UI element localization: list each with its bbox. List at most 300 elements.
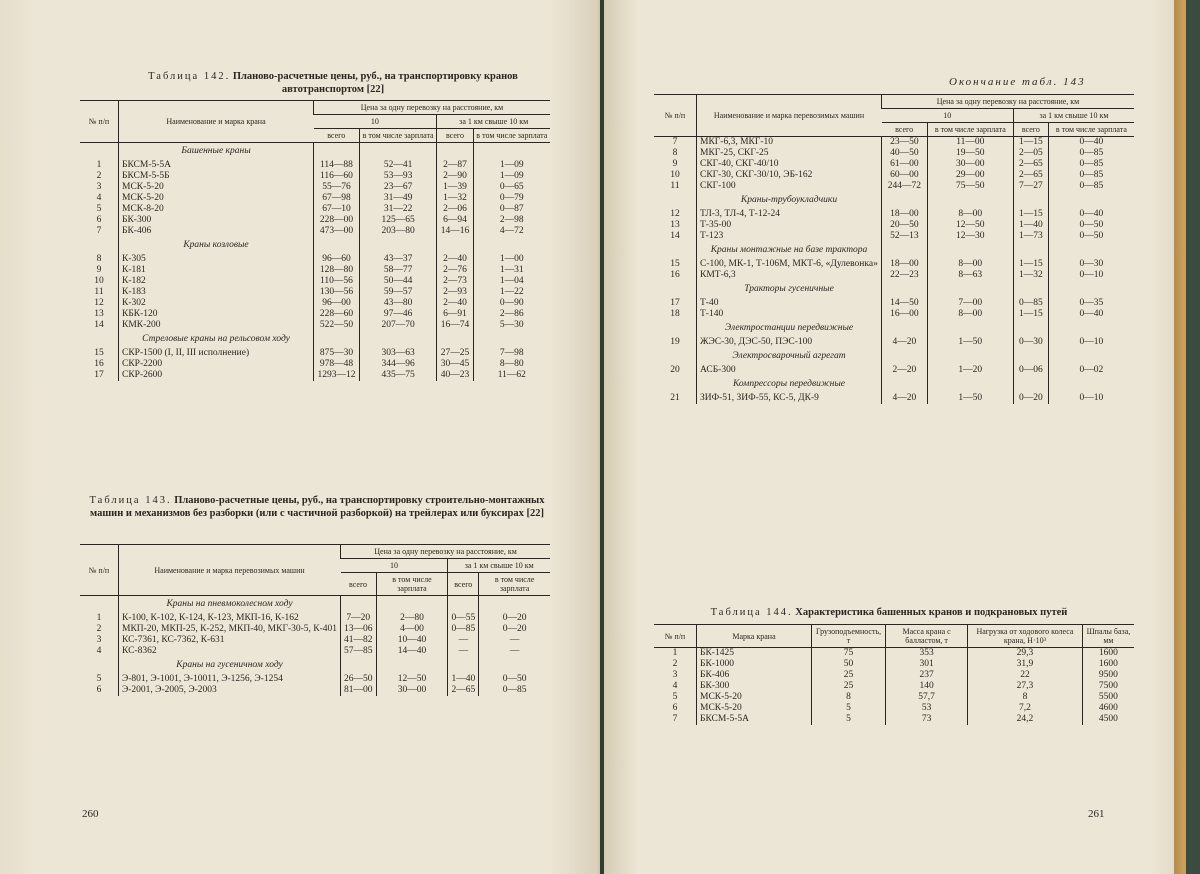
cell-b: 12—30 [927,231,1013,242]
cell-name: Т-123 [697,231,882,242]
header-total: всего [448,573,479,596]
cell-n: 13 [670,220,680,230]
cell-n: 6 [96,685,102,695]
cell-d: 1—09 [473,171,550,182]
cell-b: 31—22 [359,204,436,215]
section-row [80,596,550,614]
cell-a: 40—50 [882,148,928,159]
cell-n: 7 [672,714,678,724]
cell-a: 81—00 [341,685,377,696]
cell-name: К-100, К-102, К-124, К-123, МКП-16, К-162 [119,613,341,624]
header-10km: 10 [341,559,448,573]
header-total: всего [341,573,377,596]
header-wage: в том числе зарплата [479,573,550,596]
cell-n: 3 [96,182,102,192]
cell-load: 24,2 [968,714,1083,725]
cell-c: 40—23 [437,370,473,381]
section-num-cell [80,596,119,614]
cell-load: 8 [968,692,1083,703]
cell-base: 7500 [1082,681,1134,692]
section-row [80,143,550,161]
table-row [80,276,550,287]
cell-b: 8—00 [927,259,1013,270]
cell-name: СКР-1500 (I, II, III исполнение) [119,348,314,359]
section-title: Тракторы гусеничные [697,281,882,298]
cell-c: 0—85 [1013,298,1048,309]
cell-mark: БК-1000 [697,659,812,670]
cell-name: Т-140 [697,309,882,320]
cell-n: 16 [94,359,104,369]
cell-a: 128—80 [314,265,360,276]
cell-b: 1—50 [927,337,1013,348]
table-row [654,148,1134,159]
section-title: Электросварочный агрегат [697,348,882,365]
cell-n: 20 [670,365,680,375]
table-143-title: Планово-расчетные цены, руб., на транспортировку строительно-монтажных машин и механизмов без разборки (или с частичной разборкой) на трейлерах или буксирах [22] [89,495,545,519]
cell-n: 2 [672,659,678,669]
cell-capacity: 25 [812,681,886,692]
empty-cell [359,143,436,161]
header-name: Наименование и марка перевозимых машин [697,95,882,137]
cell-d: 0—85 [1048,148,1134,159]
section-num-cell [654,242,697,259]
cell-a: 228—00 [314,215,360,226]
empty-cell [927,376,1013,393]
cell-n: 17 [94,370,104,380]
table-row [80,320,550,331]
table-row [80,309,550,320]
table-144 [654,624,1134,725]
cell-b: 8—63 [927,270,1013,281]
cell-b: 30—00 [376,685,448,696]
cell-a: 244—72 [882,181,928,192]
section-num-cell [80,143,119,161]
header-load: Нагрузка от ходового колеса крана, Н·10³ [968,625,1083,648]
cell-c: 16—74 [437,320,473,331]
cell-n: 1 [672,648,678,658]
cell-name: К-181 [119,265,314,276]
cell-c: 2—65 [1013,170,1048,181]
cell-name: МСК-8-20 [119,204,314,215]
table-row [654,659,1134,670]
cell-capacity: 8 [812,692,886,703]
table-row [80,254,550,265]
cell-b: 4—00 [376,624,448,635]
cell-a: 16—00 [882,309,928,320]
cell-name: МКП-20, МКП-25, К-252, МКП-40, МКГ-30-5, К-401 [119,624,341,635]
cell-mass: 53 [886,703,968,714]
cell-a: 96—60 [314,254,360,265]
empty-cell [314,143,360,161]
empty-cell [1013,320,1048,337]
cell-d: 1—09 [473,160,550,171]
cell-c: — [448,646,479,657]
cell-d: 0—30 [1048,259,1134,270]
cell-c: — [448,635,479,646]
cell-c: 2—87 [437,160,473,171]
empty-cell [1048,281,1134,298]
header-num: № п/п [654,95,697,137]
cell-b: 19—50 [927,148,1013,159]
cell-c: 0—20 [1013,393,1048,404]
empty-cell [1048,242,1134,259]
cell-n: 9 [96,265,102,275]
header-10km: 10 [882,109,1014,123]
cell-mass: 140 [886,681,968,692]
cell-n: 16 [670,270,680,280]
background-edge [1186,0,1200,874]
cell-name: БК-300 [119,215,314,226]
table-row [80,348,550,359]
cell-b: 344—96 [359,359,436,370]
cell-mass: 73 [886,714,968,725]
header-per-km: за 1 км свыше 10 км [437,115,550,129]
cell-c: 1—39 [437,182,473,193]
cell-base: 4600 [1082,703,1134,714]
cell-a: 110—56 [314,276,360,287]
table-row [80,674,550,685]
cell-c: 0—85 [448,624,479,635]
empty-cell [359,331,436,348]
cell-c: 2—40 [437,254,473,265]
cell-d: 0—85 [1048,159,1134,170]
section-num-cell [80,237,119,254]
empty-cell [882,320,928,337]
cell-c: 6—91 [437,309,473,320]
section-num-cell [654,348,697,365]
table-row [654,393,1134,404]
section-row [654,281,1134,298]
section-num-cell [80,331,119,348]
cell-a: 875—30 [314,348,360,359]
empty-cell [1048,192,1134,209]
cell-n: 13 [94,309,104,319]
cell-d: 2—98 [473,215,550,226]
cell-n: 15 [670,259,680,269]
cell-base: 4500 [1082,714,1134,725]
cell-c: 1—32 [1013,270,1048,281]
cell-n: 5 [672,692,678,702]
empty-cell [882,242,928,259]
cell-b: 1—20 [927,365,1013,376]
table-row [654,670,1134,681]
cell-name: МКГ-6,3, МКГ-10 [697,137,882,149]
cell-b: 59—57 [359,287,436,298]
cell-c: 2—90 [437,171,473,182]
cell-c: 0—30 [1013,337,1048,348]
cell-c: 1—15 [1013,209,1048,220]
cell-c: 2—05 [1013,148,1048,159]
cell-a: 2—20 [882,365,928,376]
cell-load: 7,2 [968,703,1083,714]
cell-b: 7—00 [927,298,1013,309]
cell-load: 22 [968,670,1083,681]
section-row [654,320,1134,337]
cell-c: 1—73 [1013,231,1048,242]
table-row [80,646,550,657]
cell-name: Э-2001, Э-2005, Э-2003 [119,685,341,696]
cell-b: 75—50 [927,181,1013,192]
cell-n: 5 [96,204,102,214]
cell-a: 522—50 [314,320,360,331]
section-row [654,192,1134,209]
cell-b: 12—50 [376,674,448,685]
cell-a: 61—00 [882,159,928,170]
cell-a: 60—00 [882,170,928,181]
empty-cell [341,657,377,674]
table-row [654,309,1134,320]
section-title: Краны на гусеничном ходу [119,657,341,674]
empty-cell [1013,376,1048,393]
table-row [654,209,1134,220]
cell-c: 1—40 [448,674,479,685]
cell-name: СКР-2200 [119,359,314,370]
cell-n: 9 [672,159,678,169]
table-row [80,193,550,204]
cell-d: 1—04 [473,276,550,287]
table-row [654,137,1134,149]
cell-d: 5—30 [473,320,550,331]
cell-b: 52—41 [359,160,436,171]
cell-a: 23—50 [882,137,928,149]
cell-b: 30—00 [927,159,1013,170]
section-num-cell [654,281,697,298]
cell-n: 11 [94,287,104,297]
cell-b: 207—70 [359,320,436,331]
header-name: Наименование и марка крана [119,101,314,143]
cell-b: 43—37 [359,254,436,265]
header-price-group: Цена за одну перевозку на расстояние, км [314,101,551,115]
cell-name: МСК-5-20 [119,193,314,204]
header-price-group: Цена за одну перевозку на расстояние, км [341,545,550,559]
table-row [80,635,550,646]
cell-mark: МСК-5-20 [697,703,812,714]
cell-load: 29,3 [968,648,1083,660]
cell-c: 6—94 [437,215,473,226]
cell-b: 8—00 [927,309,1013,320]
table-143-continued [654,94,1134,404]
cell-n: 4 [96,646,102,656]
cell-n: 19 [670,337,680,347]
cell-mark: БКСМ-5-5А [697,714,812,725]
cell-n: 2 [96,171,102,181]
cell-c: 1—32 [437,193,473,204]
cell-b: 125—65 [359,215,436,226]
header-wage: в том числе зарплата [359,129,436,143]
table-row [654,270,1134,281]
cell-a: 4—20 [882,393,928,404]
cell-c: 30—45 [437,359,473,370]
cell-a: 1293—12 [314,370,360,381]
empty-cell [927,348,1013,365]
empty-cell [1013,242,1048,259]
header-name: Наименование и марка перевозимых машин [119,545,341,596]
cell-base: 9500 [1082,670,1134,681]
table-row [654,159,1134,170]
cell-name: КМК-200 [119,320,314,331]
header-wage: в том числе зарплата [473,129,550,143]
table-row [80,370,550,381]
empty-cell [314,331,360,348]
cell-name: БКСМ-5-5А [119,160,314,171]
table-row [80,226,550,237]
cell-mark: БК-1425 [697,648,812,660]
cell-a: 67—98 [314,193,360,204]
cell-c: 0—55 [448,613,479,624]
page-number-right: 261 [1088,808,1105,820]
header-num: № п/п [80,101,119,143]
empty-cell [473,143,550,161]
empty-cell [437,143,473,161]
cell-a: 20—50 [882,220,928,231]
table-144-caption [644,606,1134,619]
cell-d: 0—65 [473,182,550,193]
cell-n: 14 [94,320,104,330]
cell-n: 6 [96,215,102,225]
section-title: Краны козловые [119,237,314,254]
cell-a: 96—00 [314,298,360,309]
header-total: всего [437,129,473,143]
table-row [654,714,1134,725]
header-10km: 10 [314,115,437,129]
cell-a: 116—60 [314,171,360,182]
section-row [80,237,550,254]
cell-n: 8 [672,148,678,158]
cell-capacity: 5 [812,703,886,714]
cell-a: 473—00 [314,226,360,237]
cell-n: 7 [96,226,102,236]
cell-a: 130—56 [314,287,360,298]
cell-a: 7—20 [341,613,377,624]
cell-c: 2—65 [448,685,479,696]
cell-c: 2—93 [437,287,473,298]
section-row [654,242,1134,259]
header-price-group: Цена за одну перевозку на расстояние, км [882,95,1135,109]
header-total: всего [1013,123,1048,137]
empty-cell [927,320,1013,337]
cell-capacity: 25 [812,670,886,681]
cell-n: 21 [670,393,680,403]
table-row [80,359,550,370]
table-row [654,681,1134,692]
empty-cell [473,331,550,348]
cell-c: 2—73 [437,276,473,287]
table-row [654,337,1134,348]
table-row [80,171,550,182]
table-143-label: Таблица 143. [89,495,172,506]
cell-d: 0—50 [1048,220,1134,231]
cell-b: 2—80 [376,613,448,624]
cell-n: 1 [96,160,102,170]
header-total: всего [314,129,360,143]
section-num-cell [654,376,697,393]
cell-n: 7 [672,137,678,147]
cell-name: СКГ-100 [697,181,882,192]
cell-load: 31,9 [968,659,1083,670]
cell-a: 228—60 [314,309,360,320]
cell-d: 0—40 [1048,309,1134,320]
table-row [80,265,550,276]
header-wage: в том числе зарплата [927,123,1013,137]
cell-a: 52—13 [882,231,928,242]
cell-d: 0—85 [1048,181,1134,192]
table-row [654,703,1134,714]
cell-n: 4 [96,193,102,203]
cell-d: 0—02 [1048,365,1134,376]
cell-d: 1—00 [473,254,550,265]
cell-d: 0—90 [473,298,550,309]
cell-base: 1600 [1082,659,1134,670]
table-row [654,648,1134,660]
empty-cell [448,596,479,614]
cell-name: КБК-120 [119,309,314,320]
empty-cell [448,657,479,674]
header-mark: Марка крана [697,625,812,648]
section-num-cell [80,657,119,674]
cell-mass: 57,7 [886,692,968,703]
empty-cell [473,237,550,254]
table-row [654,259,1134,270]
cell-n: 12 [94,298,104,308]
section-title: Краны на пневмоколесном ходу [119,596,341,614]
section-row [654,376,1134,393]
section-num-cell [654,320,697,337]
header-total: всего [882,123,928,137]
section-title: Электростанции передвижные [697,320,882,337]
cell-a: 114—88 [314,160,360,171]
cell-d: 0—85 [479,685,550,696]
table-row [80,298,550,309]
cell-b: 8—00 [927,209,1013,220]
cell-name: БК-406 [119,226,314,237]
cell-d: — [479,646,550,657]
cell-name: СКР-2600 [119,370,314,381]
table-row [80,204,550,215]
table-row [654,170,1134,181]
table-row [654,220,1134,231]
cell-d: 0—20 [479,624,550,635]
cell-d: 0—40 [1048,209,1134,220]
empty-cell [1013,348,1048,365]
table-row [80,182,550,193]
empty-cell [1013,192,1048,209]
table-142-title: Планово-расчетные цены, руб., на транспортировку кранов автотранспортом [22] [232,71,518,95]
cell-d: 7—98 [473,348,550,359]
cell-name: С-100, МК-1, Т-106М, МКТ-6, «Дулевонка» [697,259,882,270]
cell-c: 1—15 [1013,309,1048,320]
cell-mass: 301 [886,659,968,670]
cell-name: К-183 [119,287,314,298]
cell-d: 0—50 [1048,231,1134,242]
cell-name: БКСМ-5-5Б [119,171,314,182]
table-row [80,215,550,226]
cell-capacity: 5 [812,714,886,725]
cell-b: 31—49 [359,193,436,204]
cell-name: К-182 [119,276,314,287]
cell-capacity: 50 [812,659,886,670]
cell-b: 50—44 [359,276,436,287]
cell-c: 1—15 [1013,137,1048,149]
cell-a: 67—10 [314,204,360,215]
empty-cell [376,596,448,614]
empty-cell [1013,281,1048,298]
cell-d: 0—10 [1048,393,1134,404]
cell-base: 5500 [1082,692,1134,703]
cell-n: 10 [94,276,104,286]
cell-b: 10—40 [376,635,448,646]
empty-cell [314,237,360,254]
cell-a: 18—00 [882,209,928,220]
